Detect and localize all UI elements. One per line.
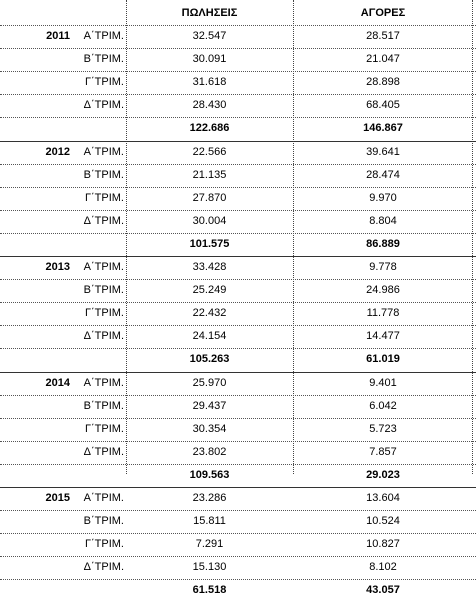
sales-cell: 7.291 xyxy=(195,538,224,551)
quarter-row xyxy=(0,396,476,417)
quarter-label: Δ΄ΤΡΙΜ. xyxy=(83,445,124,458)
quarter-label: Δ΄ΤΡΙΜ. xyxy=(83,99,124,112)
purchases-cell: 28.898 xyxy=(366,76,400,89)
purchases-cell: 9.401 xyxy=(369,376,397,389)
purchases-cell: 11.778 xyxy=(366,307,400,320)
sales-cell: 31.618 xyxy=(192,76,227,89)
purchases-column-header: ΑΓΟΡΕΣ xyxy=(360,7,406,19)
sales-cell: 30.004 xyxy=(192,214,227,227)
total-purchases-cell: 43.057 xyxy=(366,584,400,597)
quarter-row xyxy=(0,72,476,93)
quarter-row xyxy=(0,557,476,578)
purchases-cell: 28.474 xyxy=(366,168,400,181)
total-sales-cell: 109.563 xyxy=(189,468,230,481)
quarter-row xyxy=(0,142,476,163)
quarter-row xyxy=(0,257,476,278)
sales-cell: 23.286 xyxy=(192,492,227,504)
purchases-cell: 8.804 xyxy=(369,214,397,227)
sales-cell: 15.130 xyxy=(192,561,227,574)
quarter-label: Γ΄ΤΡΙΜ. xyxy=(84,538,124,551)
quarter-row xyxy=(0,488,476,509)
quarter-label: Α΄ΤΡΙΜ. xyxy=(83,492,124,504)
total-sales-cell: 61.518 xyxy=(192,584,227,597)
purchases-cell: 7.857 xyxy=(369,445,397,458)
quarter-label: Γ΄ΤΡΙΜ. xyxy=(84,191,124,204)
purchases-cell: 28.517 xyxy=(366,30,400,42)
quarter-row xyxy=(0,442,476,463)
sales-cell: 21.135 xyxy=(192,168,227,181)
quarter-row xyxy=(0,211,476,232)
sales-cell: 29.437 xyxy=(192,399,227,412)
total-row xyxy=(0,349,476,370)
year-label: 2011 xyxy=(46,30,70,42)
purchases-cell: 24.986 xyxy=(366,284,400,297)
purchases-cell: 10.827 xyxy=(366,538,400,551)
total-row xyxy=(0,580,476,601)
total-row xyxy=(0,465,476,486)
quarter-label: Δ΄ΤΡΙΜ. xyxy=(83,214,124,227)
purchases-cell: 10.524 xyxy=(366,515,400,528)
sales-cell: 28.430 xyxy=(192,99,227,112)
purchases-cell: 39.641 xyxy=(366,145,400,158)
sales-cell: 30.354 xyxy=(192,422,227,435)
purchases-cell: 9.778 xyxy=(369,261,397,273)
year-label: 2014 xyxy=(45,376,70,389)
sales-cell: 25.970 xyxy=(192,376,227,389)
quarter-label: Δ΄ΤΡΙΜ. xyxy=(83,561,124,574)
quarter-label: Α΄ΤΡΙΜ. xyxy=(83,145,124,158)
total-row xyxy=(0,118,476,139)
purchases-cell: 5.723 xyxy=(369,422,397,435)
sales-cell: 30.091 xyxy=(192,53,227,66)
quarter-row xyxy=(0,511,476,532)
quarter-label: Α΄ΤΡΙΜ. xyxy=(83,30,124,42)
sales-cell: 15.811 xyxy=(193,515,226,528)
total-row xyxy=(0,234,476,255)
quarter-row xyxy=(0,419,476,440)
quarter-row xyxy=(0,280,476,301)
purchases-cell: 9.970 xyxy=(369,191,397,204)
year-label: 2012 xyxy=(45,145,70,158)
quarter-label: Α΄ΤΡΙΜ. xyxy=(83,261,124,273)
quarter-label: Β΄ΤΡΙΜ. xyxy=(83,284,124,297)
quarter-row xyxy=(0,534,476,555)
purchases-cell: 14.477 xyxy=(366,330,400,343)
quarter-label: Γ΄ΤΡΙΜ. xyxy=(84,76,124,89)
year-label: 2013 xyxy=(45,261,70,273)
header-row xyxy=(0,3,476,24)
purchases-cell: 13.604 xyxy=(366,492,400,504)
quarter-row xyxy=(0,165,476,186)
quarter-row xyxy=(0,373,476,394)
total-sales-cell: 105.263 xyxy=(189,353,230,366)
purchases-cell: 8.102 xyxy=(369,561,397,574)
sales-cell: 32.547 xyxy=(192,30,227,42)
sales-column-header: ΠΩΛΗΣΕΙΣ xyxy=(181,7,238,19)
total-sales-cell: 122.686 xyxy=(189,122,230,135)
total-sales-cell: 101.575 xyxy=(189,237,230,250)
sales-cell: 22.432 xyxy=(192,307,227,320)
quarter-label: Β΄ΤΡΙΜ. xyxy=(83,53,124,66)
purchases-cell: 21.047 xyxy=(366,53,400,66)
sales-cell: 27.870 xyxy=(192,191,227,204)
total-purchases-cell: 146.867 xyxy=(363,122,403,135)
total-purchases-cell: 86.889 xyxy=(366,237,400,250)
quarter-label: Β΄ΤΡΙΜ. xyxy=(83,515,124,528)
quarter-label: Β΄ΤΡΙΜ. xyxy=(83,168,124,181)
quarter-row xyxy=(0,49,476,70)
quarter-label: Γ΄ΤΡΙΜ. xyxy=(84,307,124,320)
total-purchases-cell: 61.019 xyxy=(366,353,400,366)
quarter-label: Δ΄ΤΡΙΜ. xyxy=(83,330,124,343)
sales-cell: 24.154 xyxy=(192,330,227,343)
sales-cell: 25.249 xyxy=(192,284,227,297)
year-label: 2015 xyxy=(45,492,70,504)
quarter-label: Γ΄ΤΡΙΜ. xyxy=(84,422,124,435)
purchases-cell: 68.405 xyxy=(366,99,400,112)
quarter-label: Α΄ΤΡΙΜ. xyxy=(83,376,124,389)
quarter-row xyxy=(0,303,476,324)
quarter-row xyxy=(0,188,476,209)
sales-cell: 33.428 xyxy=(192,261,227,273)
purchases-cell: 6.042 xyxy=(369,399,397,412)
quarter-row xyxy=(0,26,476,47)
quarter-label: Β΄ΤΡΙΜ. xyxy=(83,399,124,412)
sales-cell: 23.802 xyxy=(192,445,227,458)
total-purchases-cell: 29.023 xyxy=(366,468,400,481)
quarter-row xyxy=(0,95,476,116)
sales-cell: 22.566 xyxy=(192,145,227,158)
quarter-row xyxy=(0,326,476,347)
